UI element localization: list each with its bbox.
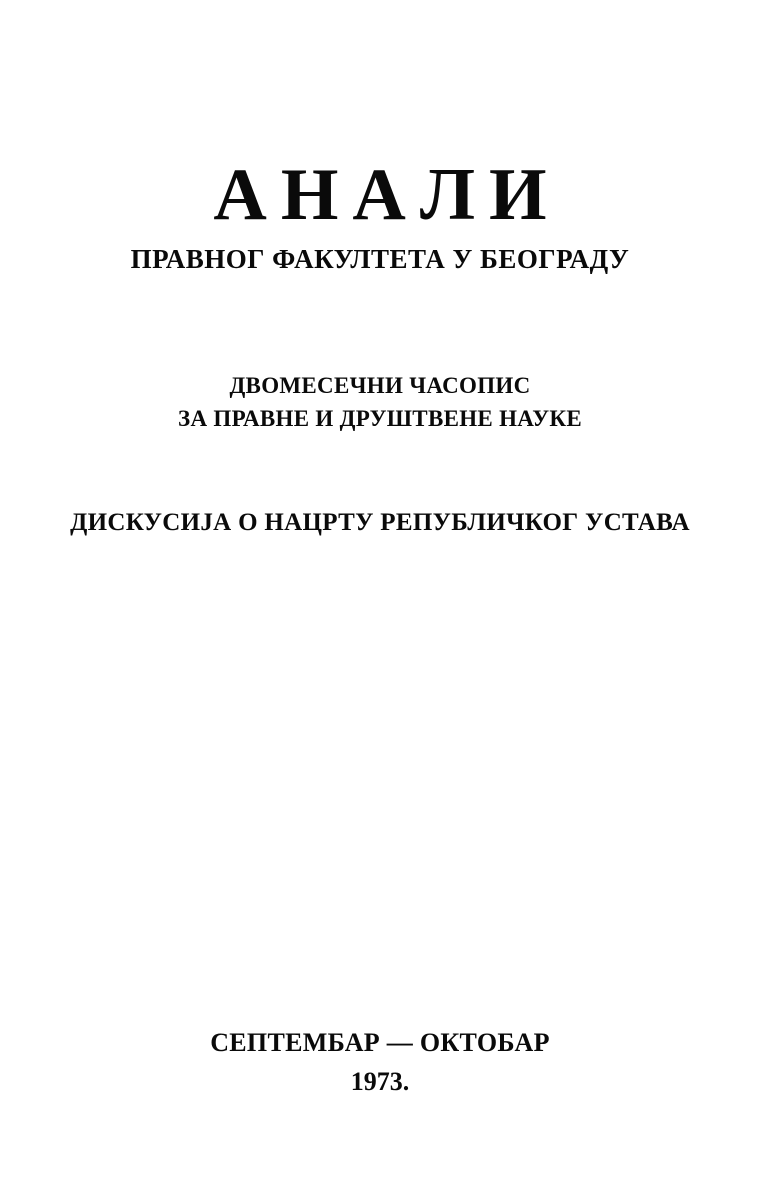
issue-year: 1973.	[350, 1067, 410, 1096]
issue-theme: ДИСКУСИЈА О НАЦРТУ РЕПУБЛИЧКОГ УСТАВА	[70, 509, 690, 536]
journal-description-line-1: ДВОМЕСЕЧНИ ЧАСОПИС	[229, 373, 531, 398]
journal-title: АНАЛИ	[213, 154, 561, 236]
journal-description-line-2: ЗА ПРАВНЕ И ДРУШТВЕНЕ НАУКЕ	[178, 406, 582, 431]
issue-months: СЕПТЕМБАР — ОКТОБАР	[210, 1028, 550, 1057]
journal-subtitle: ПРАВНОГ ФАКУЛТЕТА У БЕОГРАДУ	[130, 244, 630, 274]
